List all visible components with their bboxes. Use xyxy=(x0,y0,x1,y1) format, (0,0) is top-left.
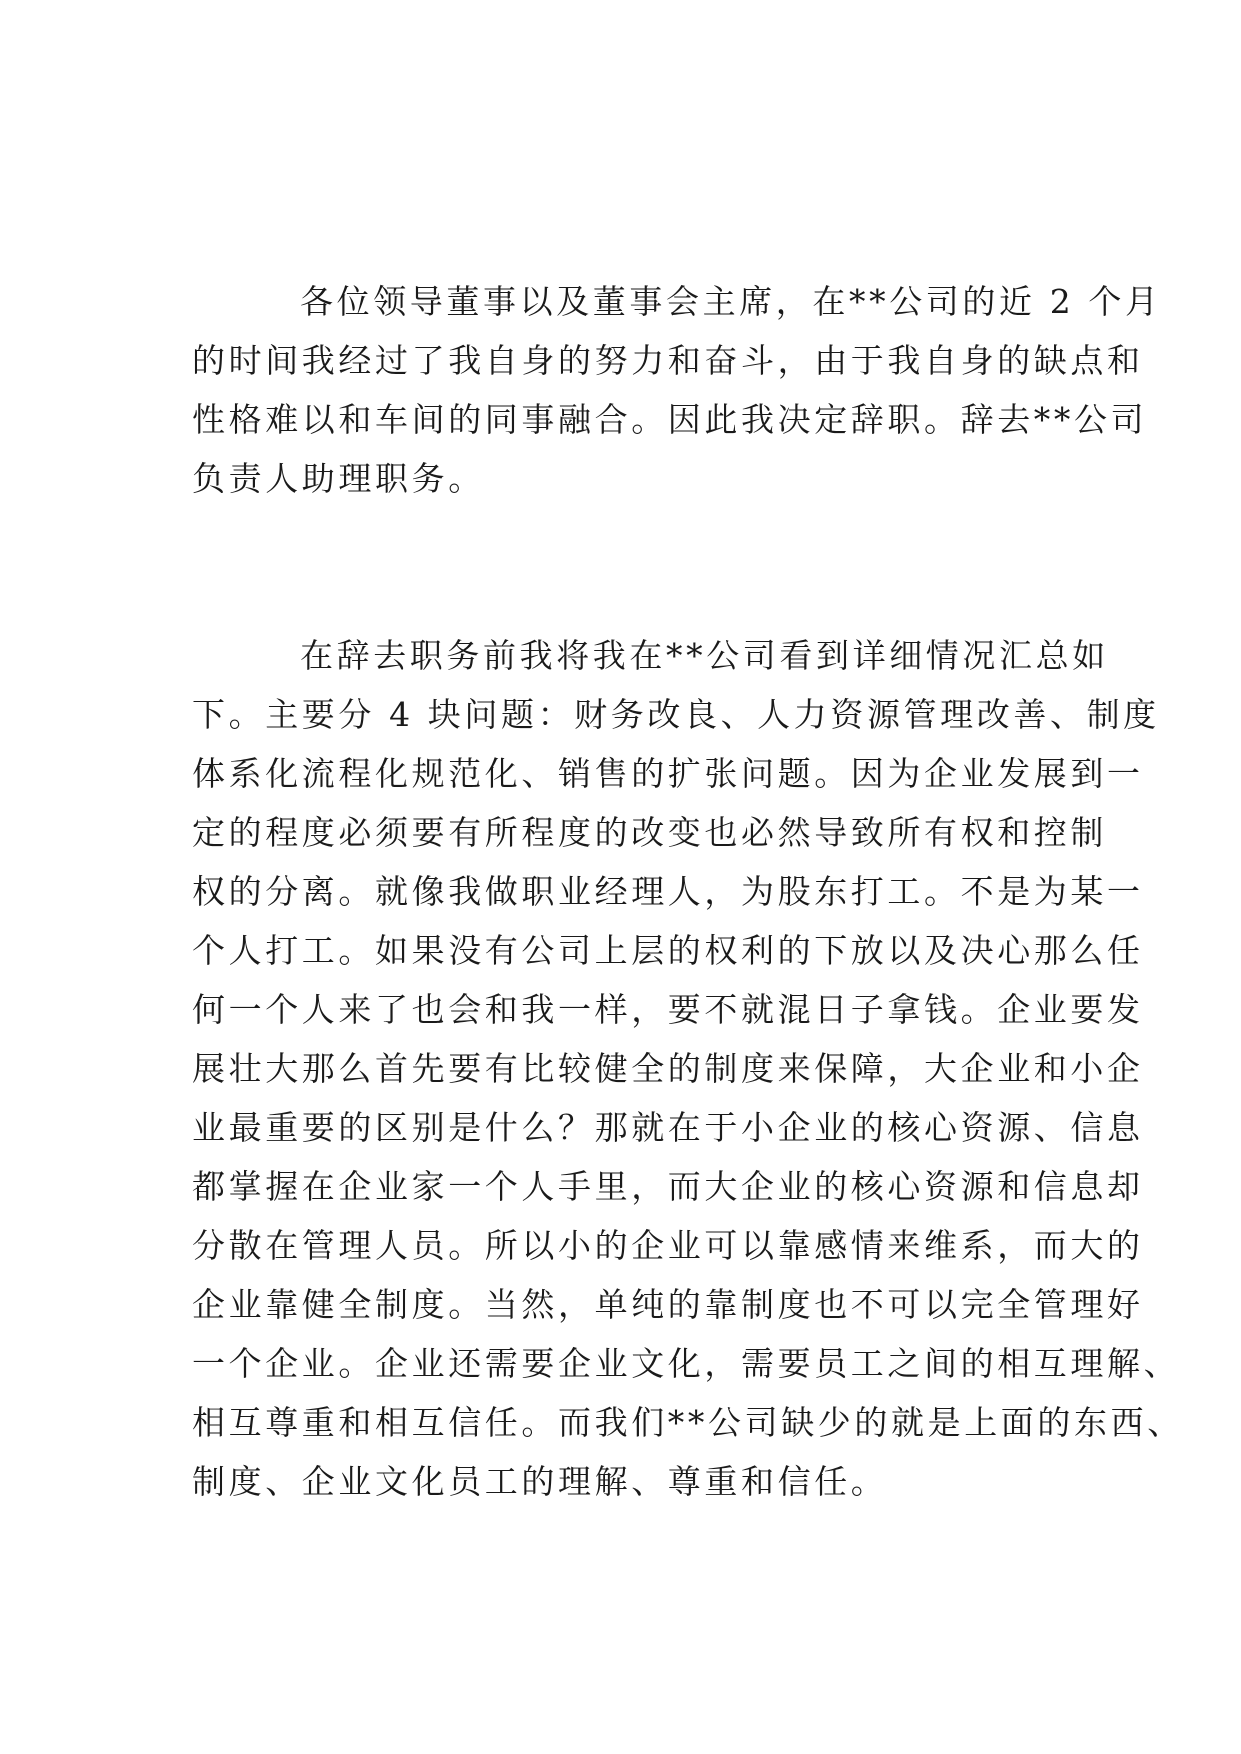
paragraph-summary xyxy=(192,626,1184,1511)
paragraph-line: 制度、企业文化员工的理解、尊重和信任。 xyxy=(192,1462,888,1501)
paragraph-line: 都掌握在企业家一个人手里，而大企业的核心资源和信息却 xyxy=(192,1167,1144,1206)
paragraph-line: 下。主要分 4 块问题：财务改良、人力资源管理改善、制度 xyxy=(192,695,1160,734)
paragraph-line: 个人打工。如果没有公司上层的权利的下放以及决心那么任 xyxy=(192,931,1144,970)
paragraph-line: 各位领导董事以及董事会主席，在**公司的近 2 个月 xyxy=(300,282,1162,321)
paragraph-line: 在辞去职务前我将我在**公司看到详细情况汇总如 xyxy=(300,636,1109,675)
paragraph-line: 的时间我经过了我自身的努力和奋斗，由于我自身的缺点和 xyxy=(192,341,1144,380)
paragraph-line: 何一个人来了也会和我一样，要不就混日子拿钱。企业要发 xyxy=(192,990,1144,1029)
paragraph-line: 定的程度必须要有所程度的改变也必然导致所有权和控制 xyxy=(192,813,1107,852)
paragraph-line: 展壮大那么首先要有比较健全的制度来保障，大企业和小企 xyxy=(192,1049,1144,1088)
paragraph-line: 企业靠健全制度。当然，单纯的靠制度也不可以完全管理好 xyxy=(192,1285,1144,1324)
paragraph-line: 负责人助理职务。 xyxy=(192,459,485,498)
paragraph-line: 相互尊重和相互信任。而我们**公司缺少的就是上面的东西、 xyxy=(192,1403,1184,1442)
paragraph-line: 权的分离。就像我做职业经理人，为股东打工。不是为某一 xyxy=(192,872,1144,911)
paragraph-line: 分散在管理人员。所以小的企业可以靠感情来维系，而大的 xyxy=(192,1226,1144,1265)
paragraph-line: 一个企业。企业还需要企业文化，需要员工之间的相互理解、 xyxy=(192,1344,1181,1383)
paragraph-resignation xyxy=(192,272,1162,508)
paragraph-line: 性格难以和车间的同事融合。因此我决定辞职。辞去**公司 xyxy=(192,400,1148,439)
paragraph-line: 体系化流程化规范化、销售的扩张问题。因为企业发展到一 xyxy=(192,754,1144,793)
paragraph-line: 业最重要的区别是什么？那就在于小企业的核心资源、信息 xyxy=(192,1108,1144,1147)
